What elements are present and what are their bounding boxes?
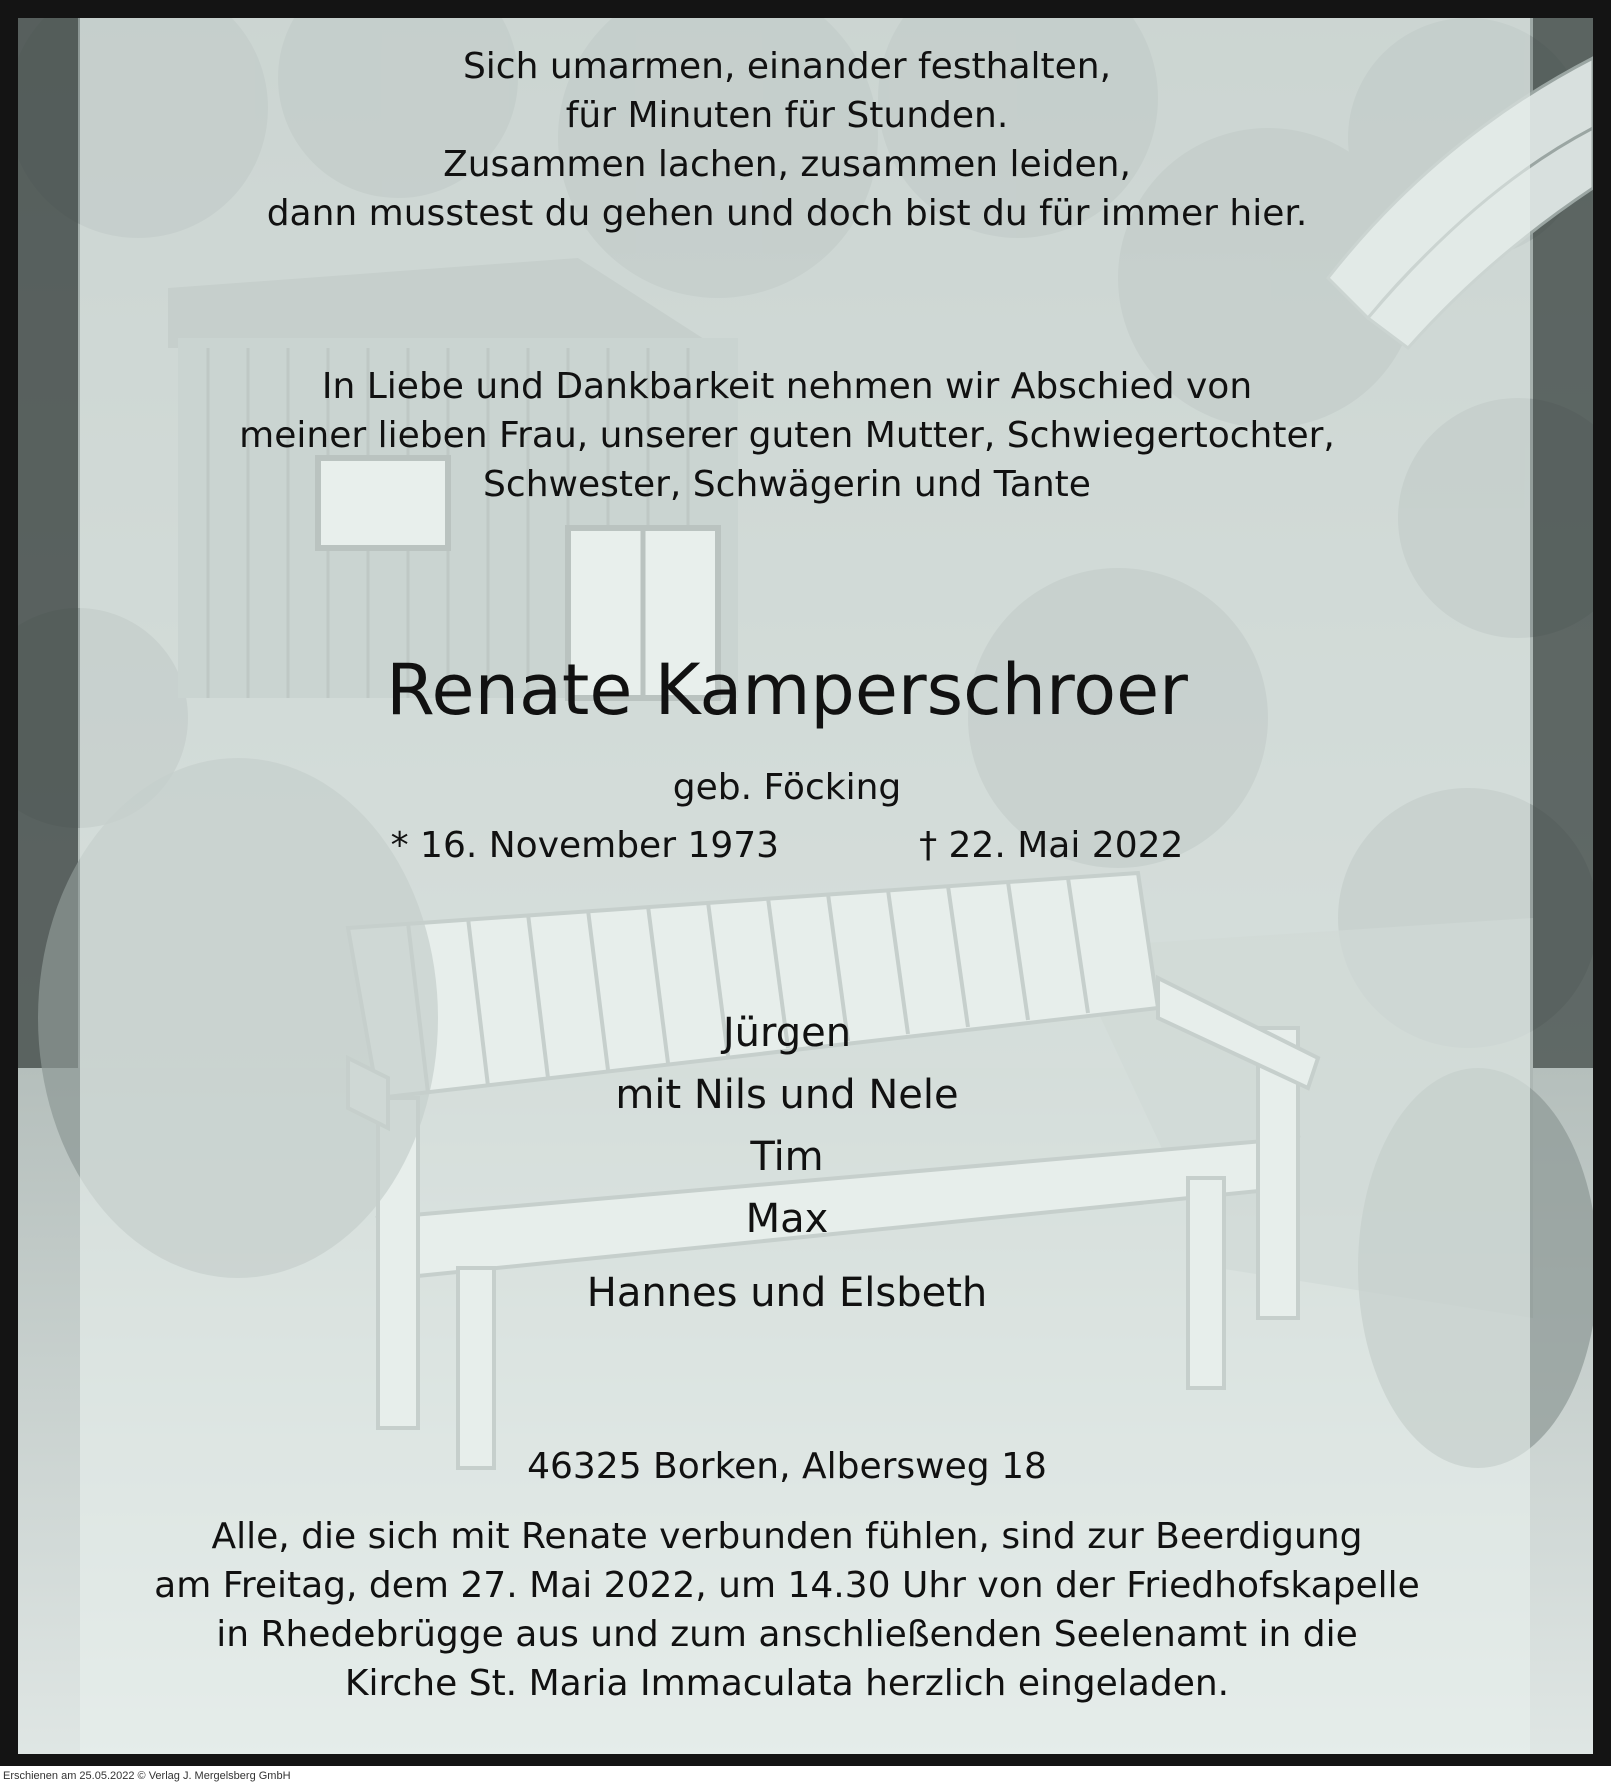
mourner-parents: Hannes und Elsbeth — [586, 1270, 988, 1316]
intro-line: meiner lieben Frau, unserer guten Mutter, Schwiegertochter, — [239, 415, 1335, 456]
mourners — [62, 1002, 1512, 1324]
deceased-name: Renate Kamperschroer — [386, 649, 1188, 731]
death-date: † 22. Mai 2022 — [919, 825, 1184, 866]
mourner-line: mit Nils und Nele — [615, 1072, 959, 1118]
address: 46325 Borken, Albersweg 18 — [527, 1446, 1047, 1487]
text-panel-overlay — [80, 18, 1530, 1754]
poem-line: dann musstest du gehen und doch bist du für immer hier. — [266, 193, 1308, 234]
maiden-name: geb. Föcking — [672, 767, 902, 808]
invitation-line: in Rhedebrügge aus und zum anschließenden Seelenamt in die — [216, 1614, 1358, 1655]
poem-line: für Minuten für Stunden. — [565, 95, 1009, 136]
invitation-line: am Freitag, dem 27. Mai 2022, um 14.30 Uhr von der Friedhofskapelle — [154, 1565, 1420, 1606]
farewell-intro — [62, 362, 1512, 509]
mourner-line: Tim — [750, 1134, 824, 1180]
publication-footer: Erschienen am 25.05.2022 © Verlag J. Mergelsberg GmbH — [3, 1770, 291, 1782]
funeral-invitation — [62, 1512, 1512, 1708]
invitation-line: Kirche St. Maria Immaculata herzlich eingeladen. — [344, 1663, 1230, 1704]
intro-line: Schwester, Schwägerin und Tante — [483, 464, 1091, 505]
mourner-line: Jürgen — [722, 1010, 852, 1056]
mourner-line: Max — [745, 1196, 829, 1242]
poem — [62, 42, 1512, 238]
intro-line: In Liebe und Dankbarkeit nehmen wir Abschied von — [321, 366, 1253, 407]
life-dates — [62, 822, 1512, 870]
invitation-line: Alle, die sich mit Renate verbunden fühlen, sind zur Beerdigung — [211, 1516, 1363, 1557]
birth-date: * 16. November 1973 — [390, 825, 780, 866]
poem-line: Sich umarmen, einander festhalten, — [462, 46, 1112, 87]
background-photo-garden-bench — [18, 18, 1593, 1754]
poem-line: Zusammen lachen, zusammen leiden, — [443, 144, 1131, 185]
